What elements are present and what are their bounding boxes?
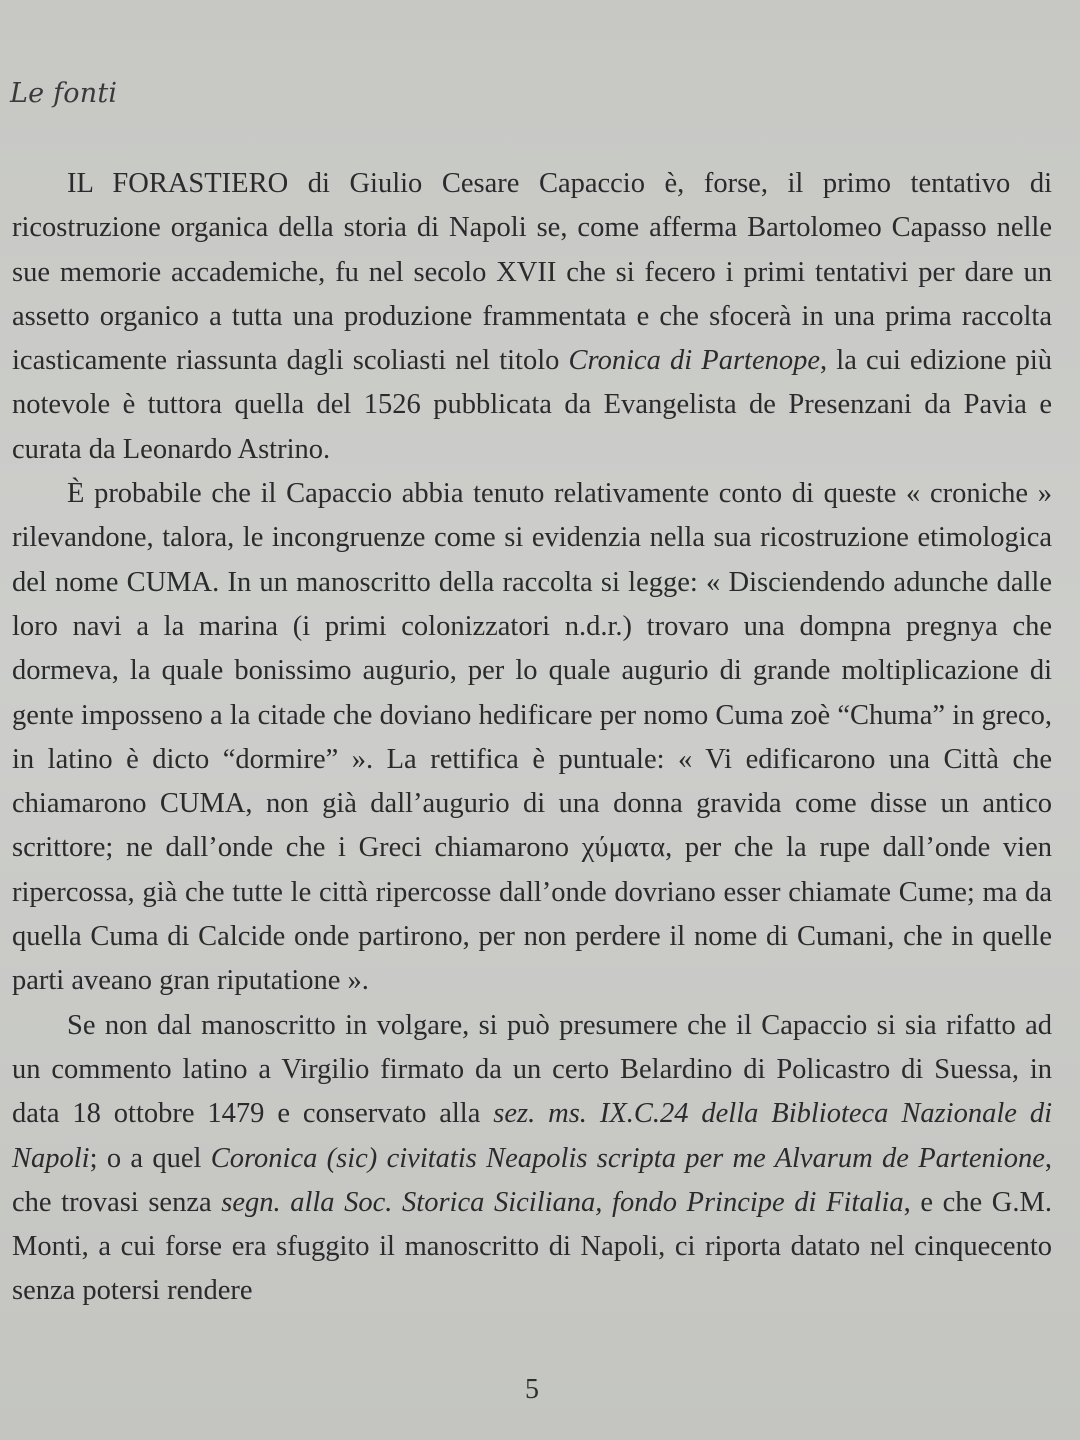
running-head: Le fonti [10, 78, 118, 109]
paragraph [12, 472, 1052, 1004]
italic-text-run: sez. ms. IX.C.24 della Biblioteca Nazionale di Napoli [12, 1098, 1052, 1174]
paragraph [12, 1004, 1052, 1314]
text-run: Se non dal manoscritto in volgare, si può presumere che il Capaccio si sia rifatto ad un commento latino a Virgilio firmato da un certo Belardino di Policastro di Suessa, in data 18 ottobre 1479 e conservato alla [12, 1009, 1052, 1130]
italic-text-run: Cronica di Partenope [568, 345, 821, 377]
text-run: ; o a quel [89, 1142, 211, 1174]
italic-text-run: segn. alla Soc. Storica Siciliana, fondo Principe di Fitalia [221, 1186, 904, 1218]
text-run: È probabile che il Capaccio abbia tenuto relativamente conto di queste « croniche » rilevandone, talora, le incongruenze come si evidenzia nella sua ricostruzione etimologica del nome CUMA. In un manoscritto della raccolta si legge: « Disciendendo adunche dalle loro navi a la marina (i primi colonizzatori n.d.r.) trovaro una dompna pregnya che dormeva, la quale bonissimo augurio, per lo quale augurio di grande moltiplicazione di gente imposseno a la citade che doviano hedificare per nomo Cuma zoè “Chuma” in greco, in latino è dicto “dormire” ». La rettifica è puntuale: « Vi edificarono una Città che chiamarono CUMA, non già dall’augurio di una donna gravida come disse un antico scrittore; ne dall’onde che i Greci chiamarono χύματα, per che la rupe dall’onde vien ripercossa, già che tutte le città ripercosse dall’onde dovriano esser chiamate Cume; ma da quella Cuma di Calcide onde partirono, per non perdere il nome di Cumani, che in quelle parti aveano gran riputatione ». [12, 478, 1052, 997]
paragraph [12, 162, 1052, 472]
italic-text-run: Coronica (sic) civitatis Neapolis scripta per me Alvarum de Partenione [210, 1142, 1045, 1174]
text-run: , che trovasi senza [12, 1142, 1052, 1218]
page-number: 5 [525, 1374, 539, 1405]
text-run: , e che G.M. Monti, a cui forse era sfuggito il manoscritto di Napoli, ci riporta datato nel cinquecento senza potersi rendere [12, 1186, 1052, 1307]
text-run: IL FORASTIERO di Giulio Cesare Capaccio è, forse, il primo tentativo di ricostruzione organica della storia di Napoli se, come afferma Bartolomeo Capasso nelle sue memorie accademiche, fu nel secolo XVII che si fecero i primi tentativi per dare un assetto organico a tutta una produzione frammentata e che sfocerà in una prima raccolta icasticamente riassunta dagli scoliasti nel titolo [12, 168, 1052, 377]
body-text [12, 162, 1052, 1314]
text-run: , la cui edizione più notevole è tuttora quella del 1526 pubblicata da Evangelista de Presenzani da Pavia e curata da Leonardo Astrino. [12, 345, 1052, 465]
